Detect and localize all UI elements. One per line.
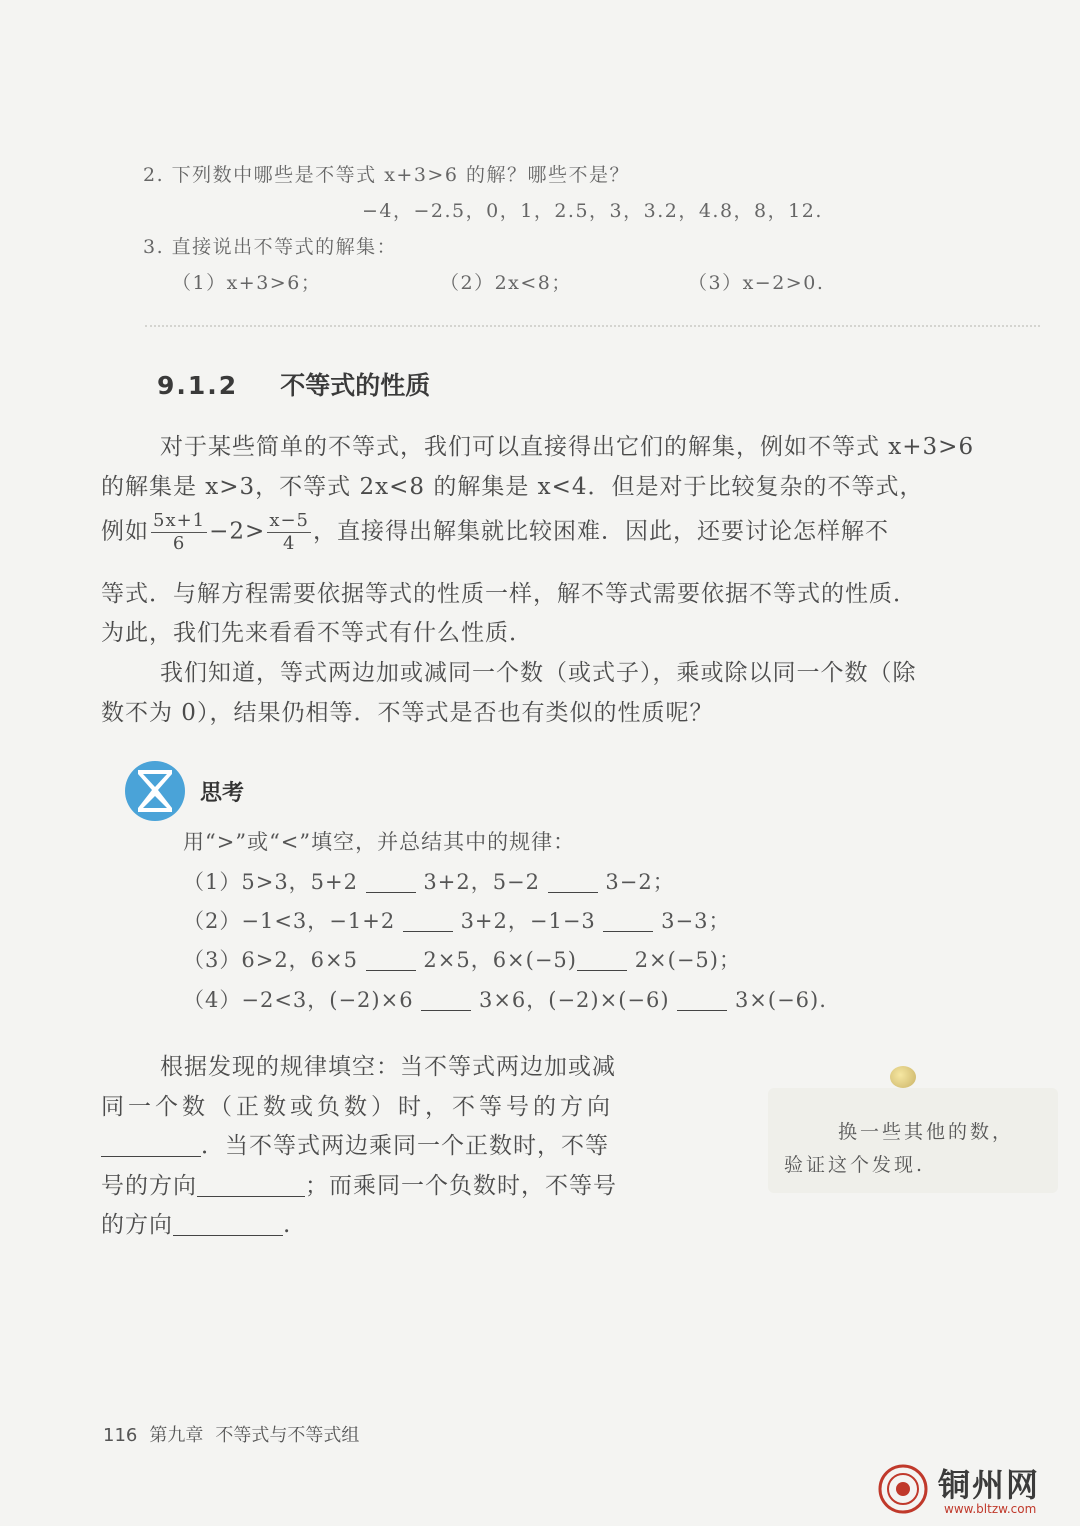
fill-blank[interactable] [421,987,471,1011]
think-item-1-part-b: 3+2，5−2 [423,870,541,894]
chapter-title: 不等式与不等式组 [215,1425,360,1446]
hourglass-icon [124,760,186,822]
fill-blank[interactable] [677,987,727,1011]
fraction-left-numerator: 5x+1 [153,510,206,531]
fraction-left-denominator: 6 [172,533,186,554]
watermark-url: www.bltzw.com [944,1502,1037,1516]
think-item-4-part-b: 3×6，(−2)×(−6) [478,988,670,1012]
think-item-1 [183,866,675,896]
think-label: 思考 [200,781,245,806]
exercise-2-numbers: −4，−2.5，0，1，2.5，3，3.2，4.8，8，12. [362,200,823,222]
paragraph-1-line-3 [101,510,889,555]
fill-blank[interactable] [366,947,416,971]
fill-blank[interactable] [366,869,416,893]
think-item-3 [183,944,741,974]
think-item-2 [183,905,731,935]
think-item-2-part-b: 3+2，−1−3 [460,909,596,933]
exercise-2-question: 2. 下列数中哪些是不等式 x+3>6 的解？哪些不是？ [143,164,630,186]
think-item-1-part-c: 3−2； [605,870,675,894]
chapter-number: 第九章 [149,1425,204,1446]
fill-blank[interactable] [197,1171,305,1197]
fill-blank[interactable] [603,908,653,932]
page-number: 116 [103,1425,138,1446]
paragraph-2-line-1: 我们知道，等式两边加或减同一个数（或式子），乘或除以同一个数（除 [160,660,917,686]
text-prefix: 例如 [101,518,149,545]
rule-line-3-text: ．当不等式两边乘同一个正数时，不等 [201,1133,609,1159]
fill-blank[interactable] [173,1210,283,1236]
rule-line-5-suffix: . [283,1212,292,1238]
paragraph-2-line-2: 数不为 0），结果仍相等．不等式是否也有类似的性质呢？ [101,700,714,726]
think-item-3-part-c: 2×(−5)； [634,948,741,972]
pin-icon [890,1066,916,1088]
watermark-name: 铜州网 [938,1466,1041,1504]
paragraph-1-line-5: 为此，我们先来看看不等式有什么性质． [101,620,533,646]
rule-line-3 [101,1127,609,1160]
think-instruction: 用“>”或“<”填空，并总结其中的规律： [183,830,576,854]
text-middle: −2> [209,518,266,545]
think-item-2-part-c: 3−3； [661,909,731,933]
page-footer [103,1421,371,1447]
rule-line-2: 同一个数（正数或负数）时，不等号的方向 [101,1094,614,1120]
rule-line-1: 根据发现的规律填空：当不等式两边加或减 [160,1054,616,1080]
side-note-line-1: 换一些其他的数， [838,1121,1015,1143]
paragraph-1-line-4: 等式．与解方程需要依据等式的性质一样，解不等式需要依据不等式的性质． [101,581,917,607]
fill-blank[interactable] [403,908,453,932]
exercise-3-part-3: （3）x−2>0. [688,272,825,294]
section-number: 9.1.2 [157,371,239,400]
text-suffix: ，直接得出解集就比较困难．因此，还要讨论怎样解不 [313,518,890,545]
think-item-1-part-a: （1）5>3，5+2 [183,870,358,894]
seal-icon [878,1464,928,1514]
rule-line-5-prefix: 的方向 [101,1212,173,1238]
fraction-right [267,510,311,555]
exercise-3-question: 3. 直接说出不等式的解集： [143,236,398,258]
rule-line-4 [101,1167,617,1200]
fraction-left [151,510,207,555]
section-title: 不等式的性质 [280,371,431,400]
side-note-line-2: 验证这个发现. [784,1154,926,1176]
think-item-4 [183,984,827,1014]
fraction-right-denominator: 4 [282,533,296,554]
section-heading [157,366,430,402]
fill-blank[interactable] [548,869,598,893]
section-divider [145,325,1040,327]
fill-blank[interactable] [101,1131,201,1157]
rule-line-4-suffix: ；而乘同一个负数时，不等号 [305,1173,617,1199]
think-item-4-part-c: 3×(−6). [734,988,827,1012]
paragraph-1-line-1: 对于某些简单的不等式，我们可以直接得出它们的解集，例如不等式 x+3>6 [160,434,975,460]
rule-line-4-prefix: 号的方向 [101,1173,197,1199]
fraction-right-numerator: x−5 [269,510,310,531]
think-item-3-part-a: （3）6>2，6×5 [183,948,358,972]
think-item-2-part-a: （2）−1<3，−1+2 [183,909,396,933]
fill-blank[interactable] [577,947,627,971]
paragraph-1-line-2: 的解集是 x>3，不等式 2x<8 的解集是 x<4．但是对于比较复杂的不等式， [101,474,924,500]
exercise-3-part-1: （1）x+3>6； [172,272,322,294]
rule-line-5 [101,1206,291,1239]
think-item-3-part-b: 2×5，6×(−5) [423,948,577,972]
exercise-3-part-2: （2）2x<8； [440,272,572,294]
think-item-4-part-a: （4）−2<3，(−2)×6 [183,988,414,1012]
watermark-logo [878,1460,1068,1520]
